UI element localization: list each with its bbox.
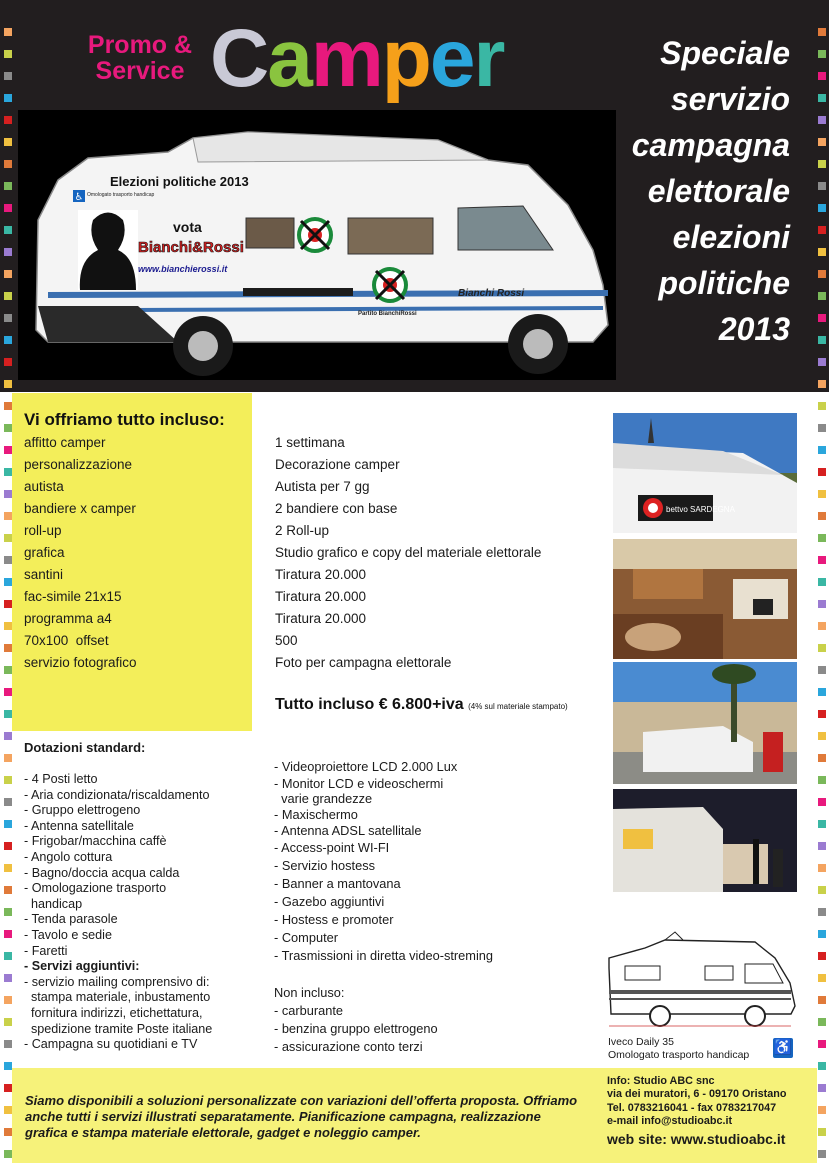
svg-text:♿: ♿ xyxy=(74,192,84,203)
decor-square xyxy=(4,116,12,124)
handicap-icon: ♿ xyxy=(773,1039,793,1056)
decor-square xyxy=(4,732,12,740)
offer-item-desc: Decorazione camper xyxy=(275,457,400,472)
decor-square xyxy=(818,798,826,806)
logo-letter: e xyxy=(429,13,474,104)
website-link[interactable]: web site: www.studioabc.it xyxy=(607,1130,786,1147)
photo-van-exterior xyxy=(613,413,797,533)
standard-item: - Gruppo elettrogeno xyxy=(24,803,141,818)
van-model: Iveco Daily 35 xyxy=(608,1036,674,1048)
decor-square xyxy=(4,820,12,828)
extra-item: - Computer xyxy=(274,930,339,945)
extra-item: - Antenna ADSL satellitale xyxy=(274,823,422,838)
decor-square xyxy=(4,358,12,366)
decor-square xyxy=(818,1150,826,1158)
decor-square xyxy=(818,930,826,938)
decor-square xyxy=(4,270,12,278)
offer-item-desc: Studio grafico e copy del materiale elettorale xyxy=(275,545,542,560)
decor-square xyxy=(818,182,826,190)
headline-line: elettorale xyxy=(647,173,790,209)
van-model-note: Omologato trasporto handicap xyxy=(608,1048,750,1061)
decor-square xyxy=(4,138,12,146)
decor-square xyxy=(4,380,12,388)
standard-item: - Angolo cottura xyxy=(24,850,113,864)
extra-item: - Servizio hostess xyxy=(274,858,375,873)
decor-square xyxy=(818,864,826,872)
photo1-brand-text: bettvo SARDEGNA xyxy=(666,505,735,514)
decor-square xyxy=(4,1040,12,1048)
decor-square xyxy=(4,248,12,256)
decor-square xyxy=(818,600,826,608)
van-party-text: Partito BianchiRossi xyxy=(358,311,417,317)
decor-square xyxy=(4,72,12,80)
offer-item: servizio fotografico xyxy=(24,655,137,670)
decor-square xyxy=(818,1062,826,1070)
standard-item: - Antenna satellitale xyxy=(24,818,134,833)
extra-item: - Maxischermo xyxy=(274,807,358,822)
offer-item-desc: Tiratura 20.000 xyxy=(275,589,367,604)
decor-square xyxy=(818,776,826,784)
logo-letter: m xyxy=(310,13,382,104)
standard-item: stampa materiale, inbustamento xyxy=(24,990,211,1005)
extra-item: - Videoproiettore LCD 2.000 Lux xyxy=(274,759,458,774)
logo-promo-text: Promo & xyxy=(87,31,193,59)
standard-title: Dotazioni standard: xyxy=(24,740,146,755)
decor-square xyxy=(4,94,12,102)
decor-square xyxy=(4,622,12,630)
decor-square xyxy=(818,578,826,586)
decor-square xyxy=(4,1084,12,1092)
standard-item-heading: - Servizi aggiuntivi: xyxy=(24,959,140,974)
contact-line: e-mail info@studioabc.it xyxy=(607,1115,733,1128)
offer-item-desc: Tiratura 20.000 xyxy=(275,567,367,582)
van-photo xyxy=(18,110,616,380)
logo-service-text: Service xyxy=(95,57,185,85)
decor-square xyxy=(818,468,826,476)
decor-square xyxy=(818,622,826,630)
decor-square xyxy=(818,688,826,696)
not-included-item: - carburante xyxy=(274,1003,343,1018)
decor-square xyxy=(818,952,826,960)
extra-item: - Banner a mantovana xyxy=(274,876,401,891)
offer-item: grafica xyxy=(24,545,65,560)
standard-item: - Tavolo e sedie xyxy=(24,928,112,942)
decor-square xyxy=(4,688,12,696)
headline-line: servizio xyxy=(670,81,790,117)
decor-square xyxy=(4,1062,12,1070)
decor-square xyxy=(4,336,12,344)
photo-van-square xyxy=(613,662,797,784)
van-caption xyxy=(608,1036,749,1061)
offer-title: Vi offriamo tutto incluso: xyxy=(24,410,225,429)
decor-square xyxy=(4,644,12,652)
decor-square xyxy=(4,798,12,806)
contact-block xyxy=(607,1075,822,1149)
decor-square xyxy=(4,754,12,762)
standard-item: - Faretti xyxy=(24,943,68,958)
offer-item: fac-simile 21x15 xyxy=(24,589,122,604)
not-included-title: Non incluso: xyxy=(274,985,345,1000)
decor-square xyxy=(818,908,826,916)
photo-van-night xyxy=(613,789,797,892)
decor-square xyxy=(4,886,12,894)
decor-square xyxy=(818,754,826,762)
standard-item: - 4 Posti letto xyxy=(24,772,98,786)
standard-item: - Tenda parasole xyxy=(24,912,118,927)
decor-square xyxy=(4,908,12,916)
decor-square xyxy=(818,94,826,102)
offer-item-desc: 1 settimana xyxy=(275,435,345,450)
decor-square xyxy=(818,886,826,894)
decor-square xyxy=(818,490,826,498)
extra-item: varie grandezze xyxy=(274,791,373,806)
headline xyxy=(600,30,790,352)
standard-item: - Campagna su quotidiani e TV xyxy=(24,1037,198,1052)
decor-square xyxy=(818,28,826,36)
van-vota-text: vota xyxy=(173,219,202,235)
headline-line: elezioni xyxy=(672,219,790,255)
decor-square xyxy=(818,446,826,454)
decor-square xyxy=(4,534,12,542)
logo-letter: a xyxy=(267,13,311,104)
decor-square xyxy=(818,204,826,212)
decor-square xyxy=(4,1150,12,1158)
decor-square xyxy=(818,1084,826,1092)
footer-text: Siamo disponibili a soluzioni personalizzate con variazioni dell’offerta proposta. Offriamo anche tutti i servizi illustrati separatamente. Pianificazione campagna, realizzazione grafica e stampa materiale elettorale, gadget e noleggio camper. xyxy=(25,1093,578,1140)
decor-square xyxy=(4,292,12,300)
decor-square xyxy=(818,512,826,520)
not-included-item: - assicurazione conto terzi xyxy=(274,1039,423,1054)
decor-square xyxy=(4,578,12,586)
headline-line: campagna xyxy=(631,127,790,163)
offer-item-desc: Autista per 7 gg xyxy=(275,479,370,494)
logo-camper xyxy=(210,14,503,104)
contact-line: via dei muratori, 6 - 09170 Oristano xyxy=(607,1088,787,1101)
standard-item: spedizione tramite Poste italiane xyxy=(24,1021,213,1036)
extra-item: - Trasmissioni in diretta video-streming xyxy=(274,948,494,963)
decor-square xyxy=(818,732,826,740)
van-brand-text: Bianchi&Rossi xyxy=(138,239,244,256)
decor-square xyxy=(4,666,12,674)
decor-square xyxy=(4,864,12,872)
decor-square xyxy=(818,1128,826,1136)
decor-square xyxy=(4,996,12,1004)
offer-item: programma a4 xyxy=(24,611,112,626)
decor-square xyxy=(4,204,12,212)
not-included-item: - benzina gruppo elettrogeno xyxy=(274,1021,438,1036)
decor-square xyxy=(818,50,826,58)
decor-square xyxy=(4,28,12,36)
decor-square xyxy=(818,160,826,168)
contact-line: Tel. 0783216041 - fax 0783217047 xyxy=(607,1101,777,1114)
total-price-text: Tutto incluso € 6.800+iva xyxy=(275,696,464,713)
decor-square xyxy=(4,1128,12,1136)
logo-letter: C xyxy=(210,13,268,104)
decor-square xyxy=(818,248,826,256)
extra-item: - Hostess e promoter xyxy=(274,912,394,927)
standard-item: - Aria condizionata/riscaldamento xyxy=(24,787,210,802)
decor-square xyxy=(4,1106,12,1114)
decor-square xyxy=(4,776,12,784)
offer-item: autista xyxy=(24,479,64,494)
decor-square xyxy=(818,974,826,982)
extra-item: - Access-point WI-FI xyxy=(274,840,390,855)
decor-square xyxy=(4,512,12,520)
decor-square xyxy=(4,842,12,850)
decor-square xyxy=(818,842,826,850)
decor-square xyxy=(4,446,12,454)
decor-square xyxy=(818,1040,826,1048)
decor-square xyxy=(4,490,12,498)
decor-square xyxy=(818,710,826,718)
decor-square xyxy=(4,182,12,190)
decor-square xyxy=(818,556,826,564)
extra-item: - Gazebo aggiuntivi xyxy=(274,894,385,909)
offer-item: affitto camper xyxy=(24,435,106,450)
decor-square xyxy=(4,556,12,564)
contact-line: Info: Studio ABC snc xyxy=(607,1075,715,1087)
decor-square xyxy=(818,424,826,432)
standard-item: - Bagno/doccia acqua calda xyxy=(24,865,180,880)
decor-square xyxy=(4,468,12,476)
standard-item: handicap xyxy=(24,896,83,911)
decor-square xyxy=(818,292,826,300)
decor-square xyxy=(818,138,826,146)
decor-square xyxy=(4,600,12,608)
offer-item: roll-up xyxy=(24,523,62,538)
offer-item: bandiere x camper xyxy=(24,501,136,516)
decor-square xyxy=(4,1018,12,1026)
decor-square xyxy=(4,974,12,982)
offer-item: santini xyxy=(24,567,64,582)
decor-square xyxy=(818,380,826,388)
offer-item: 70x100 offset xyxy=(24,633,109,648)
decor-square xyxy=(818,996,826,1004)
offer-item-desc: 2 bandiere con base xyxy=(275,501,398,516)
headline-line: Speciale xyxy=(660,35,790,71)
decor-square xyxy=(818,666,826,674)
decor-square xyxy=(818,358,826,366)
offer-item-desc: 2 Roll-up xyxy=(275,523,330,538)
offer-item-desc: Tiratura 20.000 xyxy=(275,611,367,626)
decor-square xyxy=(4,930,12,938)
decor-square xyxy=(818,314,826,322)
decor-square xyxy=(818,820,826,828)
standard-item: - Frigobar/macchina caffè xyxy=(24,834,167,849)
van-illustration xyxy=(18,110,616,380)
decor-square xyxy=(4,424,12,432)
standard-item: fornitura indirizzi, etichettatura, xyxy=(24,1006,203,1020)
decor-square xyxy=(818,402,826,410)
standard-item: - servizio mailing comprensivo di: xyxy=(24,974,210,989)
standard-item: - Omologazione trasporto xyxy=(24,881,167,896)
decor-square xyxy=(4,50,12,58)
decor-square xyxy=(4,710,12,718)
van-omologato-text: Omologato trasporto handicap xyxy=(87,192,155,198)
offer-item: personalizzazione xyxy=(24,457,133,472)
decor-square xyxy=(818,1018,826,1026)
van-side-name: Bianchi Rossi xyxy=(458,288,525,299)
photo-van-interior xyxy=(613,539,797,659)
van-line-drawing xyxy=(605,928,800,1030)
decor-square xyxy=(818,336,826,344)
decor-square xyxy=(818,534,826,542)
decor-square xyxy=(4,314,12,322)
decor-square xyxy=(818,226,826,234)
decor-square xyxy=(4,160,12,168)
decor-square xyxy=(818,116,826,124)
decor-square xyxy=(4,226,12,234)
van-website-text: www.bianchierossi.it xyxy=(138,264,228,274)
van-banner-text: Elezioni politiche 2013 xyxy=(110,174,249,189)
offer-item-desc: 500 xyxy=(275,633,298,648)
total-price xyxy=(275,696,568,714)
headline-line: politiche xyxy=(658,265,790,301)
logo-promo-service xyxy=(70,32,210,84)
decor-square xyxy=(818,644,826,652)
decor-square xyxy=(4,952,12,960)
decor-square xyxy=(818,1106,826,1114)
total-price-note: (4% sul materiale stampato) xyxy=(468,702,568,711)
decor-square xyxy=(818,72,826,80)
offer-item-desc: Foto per campagna elettorale xyxy=(275,655,452,670)
logo-letter: r xyxy=(473,13,504,104)
decor-square xyxy=(818,270,826,278)
headline-line: 2013 xyxy=(718,311,790,347)
logo-letter: p xyxy=(381,13,430,104)
extra-item: - Monitor LCD e videoschermi xyxy=(274,776,444,791)
decor-square xyxy=(4,402,12,410)
